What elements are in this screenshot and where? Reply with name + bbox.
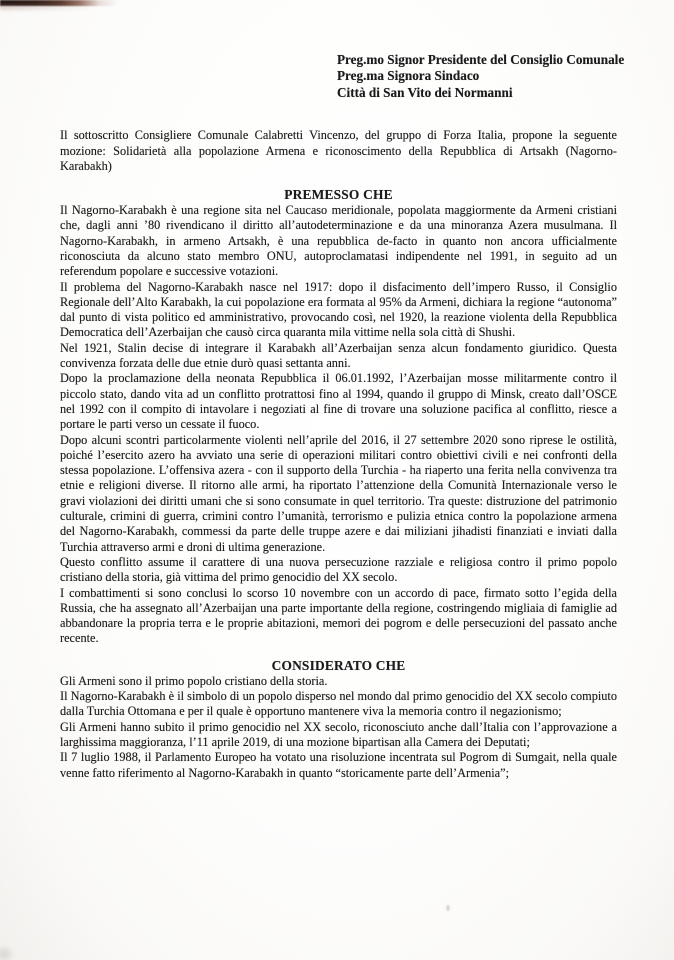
intro-paragraph: Il sottoscritto Consigliere Comunale Calabretti Vincenzo, del gruppo di Forza Italia, propone la seguente mozione: Solidarietà alla popolazione Armena e riconoscimento della Repubblica di Artsakh (Nagorno-Karabakh) <box>60 128 617 173</box>
recipient-line-city: Città di San Vito dei Normanni <box>337 84 513 100</box>
premesso-paragraph-2020: Dopo alcuni scontri particolarmente violenti nell’aprile del 2016, il 27 settembre 2020 sono riprese le ostilità, poiché l’esercito azero ha avviato una serie di operazioni militari contro obiettivi civili e nei confronti della stessa popolazione. L’offensiva azera - con il supporto della Turchia - ha riaperto una ferita nella convivenza tra etnie e religioni diverse. Il ritorno alle armi, ha riportato l’attenzione della Comunità Internazionale verso le gravi violazioni dei diritti umani che si sono consumate in quel territorio. Tra queste: distruzione del patrimonio culturale, crimini di guerra, crimini contro l’umanità, terrorismo e pulizia etnica contro la popolazione armena del Nagorno-Karabakh, commessi da parte delle truppe azere e dai miliziani jihadisti finanziati e inviati dalla Turchia attraverso armi e droni di ultima generazione. <box>60 432 617 554</box>
premesso-paragraph-1921: Nel 1921, Stalin decise di integrare il Karabakh all’Azerbaijan senza alcun fondamento giuridico. Questa convivenza forzata delle due etnie durò quasi settanta anni. <box>60 340 617 371</box>
recipient-line-president: Preg.mo Signor Presidente del Consiglio Comunale <box>337 52 625 67</box>
considerato-paragraph-genocide: Gli Armeni hanno subito il primo genocidio nel XX secolo, riconosciuto anche dall’Italia con l’approvazione a larghissima maggioranza, l’11 aprile 2019, di una mozione bipartisan alla Camera dei Deputati; <box>60 719 617 749</box>
considerato-paragraph-symbol: Il Nagorno-Karabakh è il simbolo di un popolo disperso nel mondo dal primo genocidio del XX secolo compiuto dalla Turchia Ottomana e per il quale è opportuno mantenere viva la memoria contro il negazionismo; <box>60 689 617 719</box>
photo-speck <box>446 905 450 911</box>
premesso-paragraph-1992: Dopo la proclamazione della neonata Repubblica il 06.01.1992, l’Azerbaijan mosse militarmente contro il piccolo stato, dando vita ad un conflitto protrattosi fino al 1994, quando il gruppo di Minsk, creato dall’OSCE nel 1992 con il compito di intavolare i negoziati al fine di trovare una soluzione pacifica al conflitto, riesce a portare le parti verso un cessate il fuoco. <box>60 371 617 432</box>
section-heading-considerato: CONSIDERATO CHE <box>271 657 406 673</box>
photo-smudge <box>0 948 11 960</box>
recipient-block <box>337 52 625 101</box>
premesso-paragraph-region: Il Nagorno-Karabakh è una regione sita nel Caucaso meridionale, popolata maggiormente da Armeni cristiani che, dagli anni ’80 rivendicano il diritto all’autodeterminazione e da una minoranza Azera musulmana. Il Nagorno-Karabakh, in armeno Artsakh, è una repubblica de-facto in quanto non ancora ufficialmente riconosciuta da alcuno stato membro ONU, autoproclamatasi indipendente nel 1991, in seguito ad un referendum popolare e successive votazioni. <box>60 203 617 279</box>
premesso-paragraph-persecution: Questo conflitto assume il carattere di una nuova persecuzione razziale e religiosa contro il primo popolo cristiano della storia, già vittima del primo genocidio del XX secolo. <box>60 554 617 585</box>
considerato-paragraph-first-people: Gli Armeni sono il primo popolo cristiano della storia. <box>60 673 328 688</box>
premesso-paragraph-ceasefire: I combattimenti si sono conclusi lo scorso 10 novembre con un accordo di pace, firmato sotto l’egida della Russia, che ha assegnato all’Azerbaijan una parte importante della regione, costringendo migliaia di famiglie ad abbandonare la propria terra e le proprie abitazioni, memori dei pogrom e delle persecuzioni del passato anche recente. <box>60 585 617 646</box>
premesso-paragraph-1917: Il problema del Nagorno-Karabakh nasce nel 1917: dopo il disfacimento dell’impero Russo, il Consiglio Regionale dell’Alto Karabakh, la cui popolazione era formata al 95% da Armeni, dichiara la regione “autonoma” dal punto di vista politico ed amministrativo, provocando così, nel 1920, la reazione violenta della Repubblica Democratica dell’Azerbaijan che causò circa quaranta mila vittime nella sola città di Shushi. <box>60 279 617 340</box>
recipient-line-mayor: Preg.ma Signora Sindaco <box>337 68 480 84</box>
considerato-paragraph-sumgait: Il 7 luglio 1988, il Parlamento Europeo ha votato una risoluzione incentrata sul Pogrom di Sumgait, nella quale venne fatto riferimento al Nagorno-Karabakh in quanto “storicamente parte dell’Armenia”; <box>60 750 617 780</box>
section-heading-premesso: PREMESSO CHE <box>284 187 393 203</box>
